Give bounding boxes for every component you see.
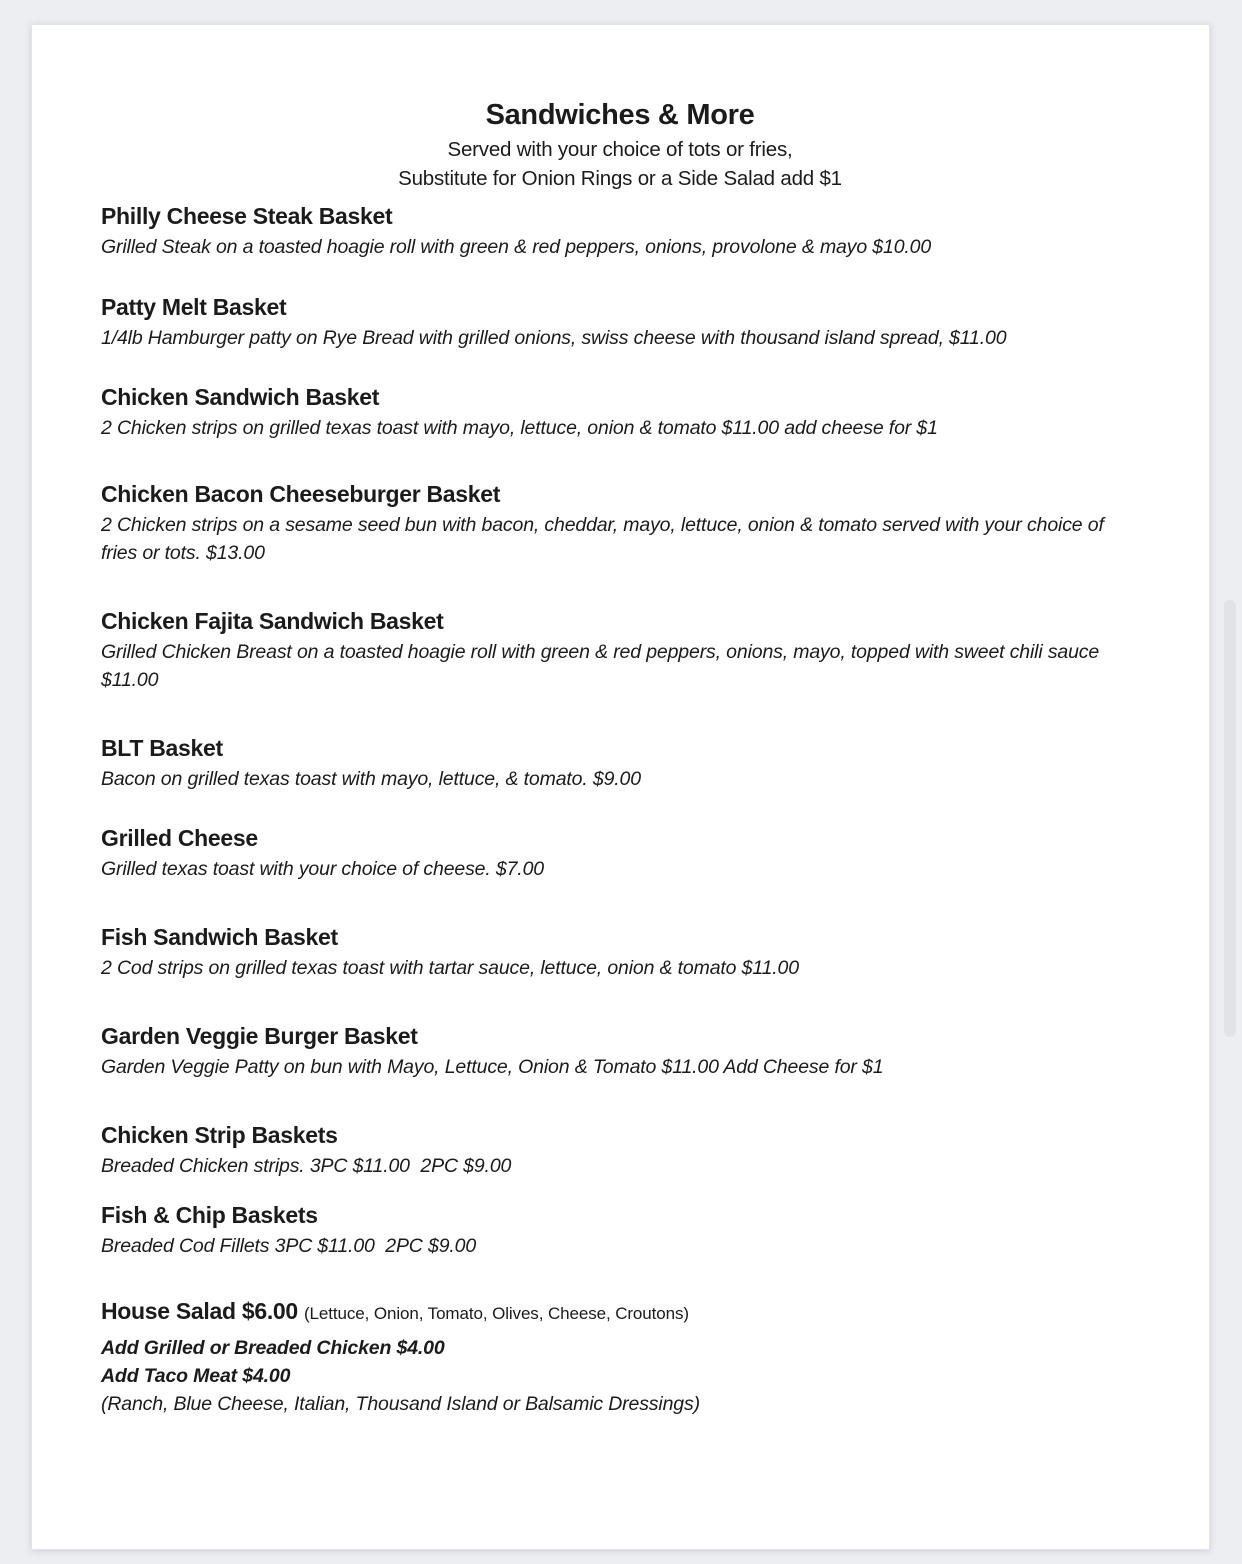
scrollbar-thumb[interactable]: [1224, 600, 1236, 1037]
menu-item-heading: Chicken Strip Baskets: [101, 1122, 338, 1148]
menu-item-description: Grilled Steak on a toasted hoagie roll with green & red peppers, onions, provolone & mayo $10.00: [101, 236, 932, 258]
menu-page: [31, 24, 1210, 1550]
menu-item-heading: Grilled Cheese: [101, 825, 258, 851]
menu-item-heading: Patty Melt Basket: [101, 294, 287, 320]
menu-item: [101, 824, 1139, 883]
salad-dressings-line: (Ranch, Blue Cheese, Italian, Thousand Island or Balsamic Dressings): [101, 1393, 700, 1415]
house-salad-section: [101, 1296, 1139, 1418]
menu-item-heading: Philly Cheese Steak Basket: [101, 203, 393, 229]
menu-item-heading: Chicken Sandwich Basket: [101, 384, 380, 410]
menu-item-heading: Chicken Bacon Cheeseburger Basket: [101, 481, 501, 507]
menu-item-description: 2 Cod strips on grilled texas toast with tartar sauce, lettuce, onion & tomato $11.00: [101, 957, 799, 979]
salad-add-line: Add Taco Meat $4.00: [101, 1365, 291, 1387]
menu-item-description: Bacon on grilled texas toast with mayo, lettuce, & tomato. $9.00: [101, 768, 641, 790]
menu-item-description: 1/4lb Hamburger patty on Rye Bread with grilled onions, swiss cheese with thousand island spread, $11.00: [101, 327, 1007, 349]
menu-item: [101, 734, 1139, 793]
menu-item: [101, 923, 1139, 982]
menu-item: [101, 607, 1139, 694]
menu-item-heading: Fish & Chip Baskets: [101, 1202, 318, 1228]
menu-item: [101, 1022, 1139, 1081]
menu-item-description: 2 Chicken strips on grilled texas toast with mayo, lettuce, onion & tomato $11.00 add cheese for $1: [101, 417, 938, 439]
house-salad-name: House Salad $6.00: [101, 1298, 298, 1324]
menu-item-description: Grilled texas toast with your choice of cheese. $7.00: [101, 858, 544, 880]
salad-add-line: Add Grilled or Breaded Chicken $4.00: [101, 1337, 445, 1359]
menu-item: [101, 1201, 1139, 1260]
menu-subtitle: [101, 135, 1139, 193]
menu-item: [101, 383, 1139, 442]
menu-item-description: Garden Veggie Patty on bun with Mayo, Lettuce, Onion & Tomato $11.00 Add Cheese for $1: [101, 1056, 884, 1078]
menu-item: [101, 202, 1139, 261]
house-salad-toppings: (Lettuce, Onion, Tomato, Olives, Cheese, Croutons): [304, 1304, 689, 1323]
subtitle-line-2: Substitute for Onion Rings or a Side Salad add $1: [398, 167, 842, 190]
menu-item-description: Breaded Cod Fillets 3PC $11.00 2PC $9.00: [101, 1235, 477, 1257]
menu-item-description: Grilled Chicken Breast on a toasted hoagie roll with green & red peppers, onions, mayo, topped with sweet chili sauce $11.00: [101, 641, 1105, 691]
house-salad-title: [101, 1296, 1139, 1329]
menu-item-heading: Chicken Fajita Sandwich Basket: [101, 608, 444, 634]
menu-item-description: Breaded Chicken strips. 3PC $11.00 2PC $9.00: [101, 1155, 512, 1177]
menu-item-description: 2 Chicken strips on a sesame seed bun with bacon, cheddar, mayo, lettuce, onion & tomato served with your choice of fries or tots. $13.00: [101, 514, 1110, 564]
menu-item-heading: BLT Basket: [101, 735, 223, 761]
menu-item: [101, 480, 1139, 567]
page-title: Sandwiches & More: [485, 99, 755, 131]
subtitle-line-1: Served with your choice of tots or fries,: [447, 138, 793, 161]
menu-item-heading: Garden Veggie Burger Basket: [101, 1023, 418, 1049]
menu-item: [101, 1121, 1139, 1180]
menu-item: [101, 293, 1139, 352]
menu-item-heading: Fish Sandwich Basket: [101, 924, 338, 950]
